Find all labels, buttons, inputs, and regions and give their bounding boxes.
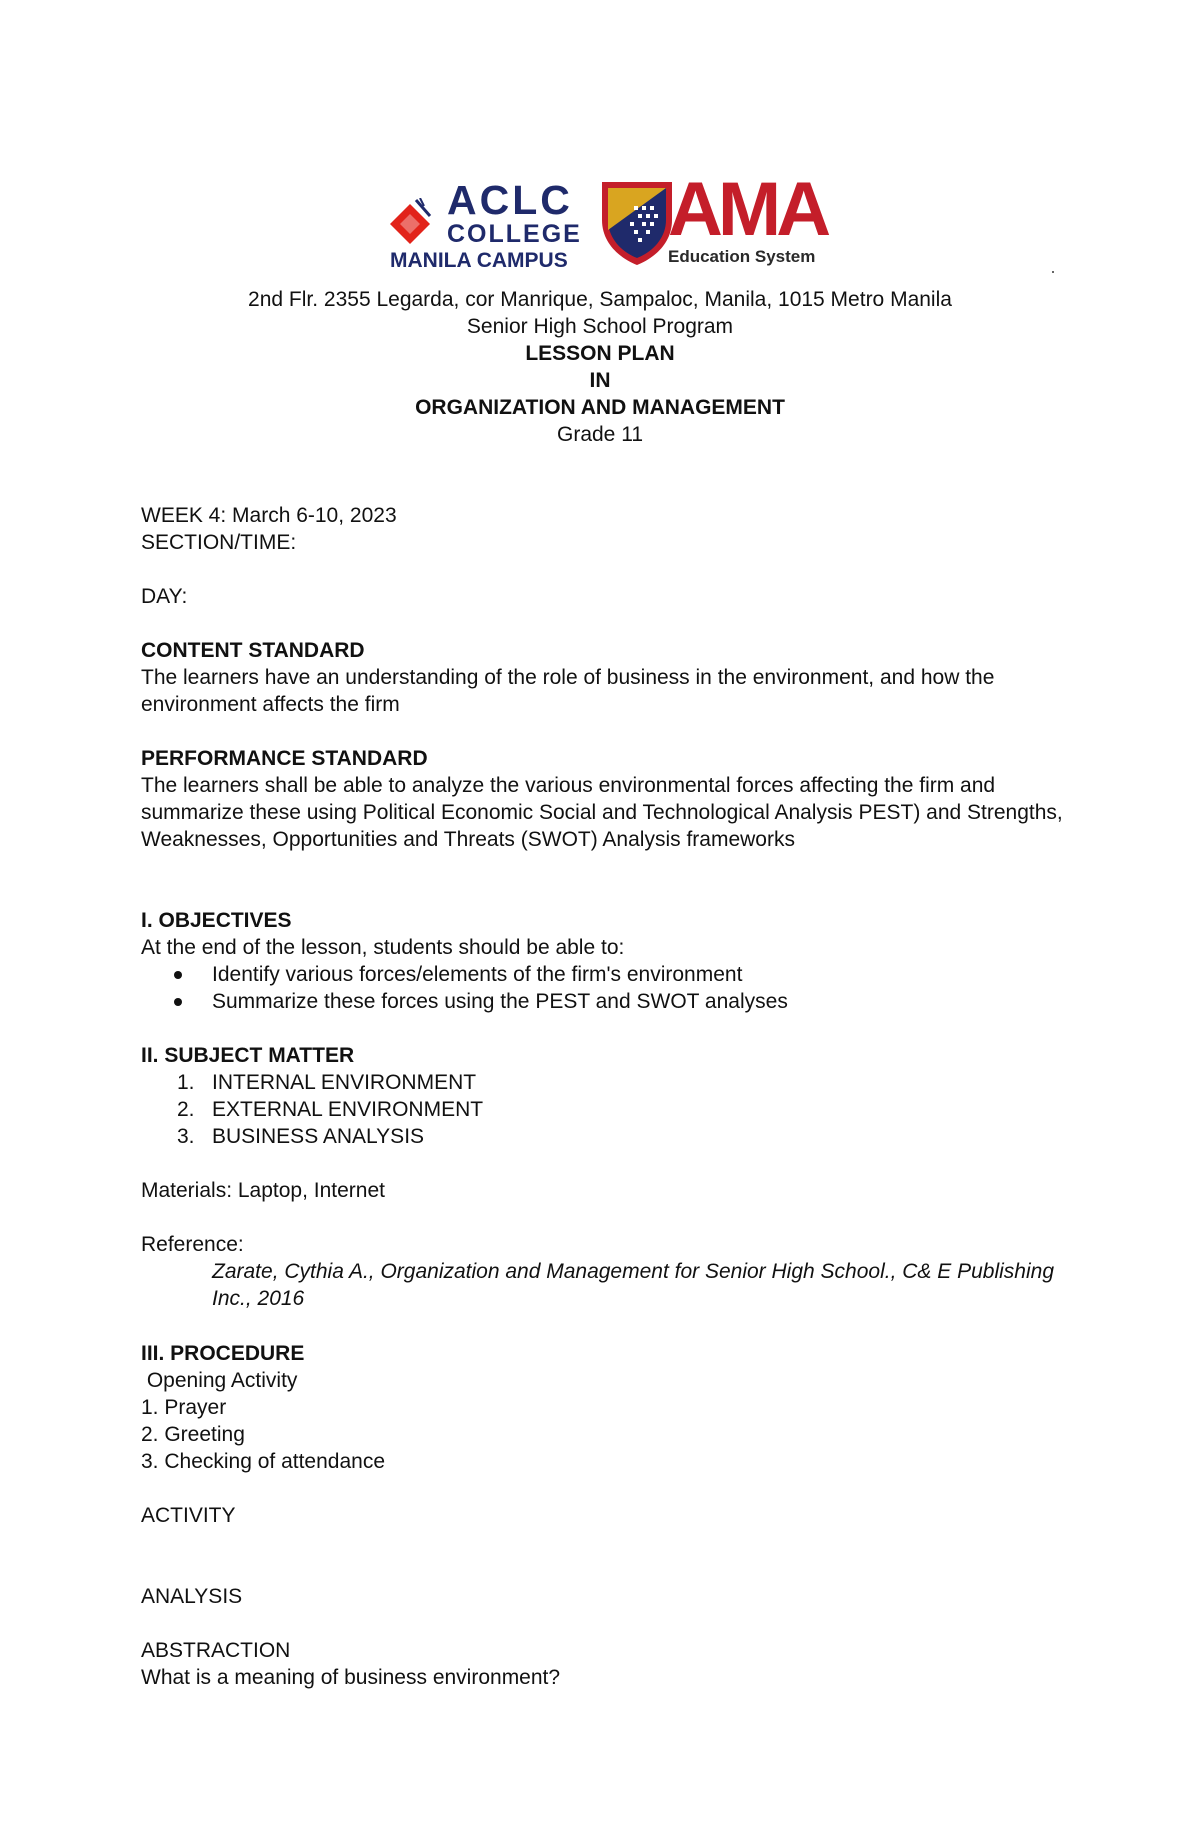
procedure-step: 1. Prayer <box>141 1396 227 1419</box>
item-text: BUSINESS ANALYSIS <box>212 1125 425 1148</box>
bullet-icon <box>174 971 182 979</box>
item-number: 3. <box>177 1125 195 1148</box>
aclc-logo <box>385 178 580 278</box>
procedure-section <box>141 1340 1081 1475</box>
content-standard-text: The learners have an understanding of the role of business in the environment, and how the environment affects the firm <box>141 666 995 716</box>
content-standard-heading: CONTENT STANDARD <box>141 639 365 662</box>
reference-label: Reference: <box>141 1233 244 1256</box>
procedure-step: 3. Checking of attendance <box>141 1450 386 1473</box>
objective-text: Summarize these forces using the PEST and SWOT analyses <box>212 990 788 1013</box>
item-text: INTERNAL ENVIRONMENT <box>212 1071 477 1094</box>
week-line: WEEK 4: March 6-10, 2023 <box>141 504 397 527</box>
abstraction-block <box>141 1637 1081 1691</box>
ama-logo-text: AMA <box>668 167 827 252</box>
title-line-1: LESSON PLAN <box>525 342 675 365</box>
list-item <box>141 1123 1081 1150</box>
objectives-intro: At the end of the lesson, students should be able to: <box>141 936 625 959</box>
item-text: EXTERNAL ENVIRONMENT <box>212 1098 484 1121</box>
bullet-icon <box>174 998 182 1006</box>
ama-shield-icon <box>600 180 674 266</box>
title-line-2: IN <box>589 369 611 392</box>
header-logos <box>385 167 845 278</box>
procedure-heading: III. PROCEDURE <box>141 1342 305 1365</box>
abstraction-question: What is a meaning of business environment? <box>141 1666 561 1689</box>
abstraction-label: ABSTRACTION <box>141 1639 291 1662</box>
list-item <box>141 961 1081 988</box>
grade-level: Grade 11 <box>557 423 643 446</box>
meta-block <box>141 502 1081 556</box>
activity-label: ACTIVITY <box>141 1504 236 1527</box>
objectives-heading: I. OBJECTIVES <box>141 909 292 932</box>
analysis-label: ANALYSIS <box>141 1585 243 1608</box>
objectives-section <box>141 907 1081 1015</box>
aclc-emblem-icon <box>390 198 436 244</box>
section-time-line: SECTION/TIME: <box>141 531 297 554</box>
title-line-3: ORGANIZATION AND MANAGEMENT <box>415 396 785 419</box>
day-line: DAY: <box>141 585 188 608</box>
performance-standard-heading: PERFORMANCE STANDARD <box>141 747 428 770</box>
reference-block <box>141 1231 1081 1312</box>
performance-standard-section <box>141 745 1081 853</box>
reference-citation: Zarate, Cythia A., Organization and Management for Senior High School., C& E Publishing Inc., 2016 <box>212 1260 1054 1310</box>
subject-matter-heading: II. SUBJECT MATTER <box>141 1044 355 1067</box>
aclc-logo-campus: MANILA CAMPUS <box>390 249 568 272</box>
materials-line: Materials: Laptop, Internet <box>141 1179 385 1202</box>
item-number: 1. <box>177 1071 195 1094</box>
ama-logo-subtitle: Education System <box>668 247 816 266</box>
school-address: 2nd Flr. 2355 Legarda, cor Manrique, Sampaloc, Manila, 1015 Metro Manila <box>248 288 952 311</box>
aclc-logo-college: COLLEGE <box>447 220 582 248</box>
stray-dot <box>1052 271 1054 273</box>
aclc-logo-text: ACLC <box>447 177 573 223</box>
program-name: Senior High School Program <box>466 315 734 338</box>
list-item <box>141 988 1081 1015</box>
opening-activity: Opening Activity <box>141 1369 298 1392</box>
list-item <box>141 1096 1081 1123</box>
performance-standard-text: The learners shall be able to analyze the various environmental forces affecting the firm and summarize these using Political Economic Social and Technological Analysis PEST) and Strengths, Weaknesses, Opportunities and Threats (SWOT) Analysis frameworks <box>141 774 1063 851</box>
content-standard-section <box>141 637 1081 718</box>
item-number: 2. <box>177 1098 195 1121</box>
subject-matter-section <box>141 1042 1081 1150</box>
procedure-step: 2. Greeting <box>141 1423 245 1446</box>
ama-logo <box>600 167 845 278</box>
objective-text: Identify various forces/elements of the firm's environment <box>212 963 743 986</box>
list-item <box>141 1069 1081 1096</box>
